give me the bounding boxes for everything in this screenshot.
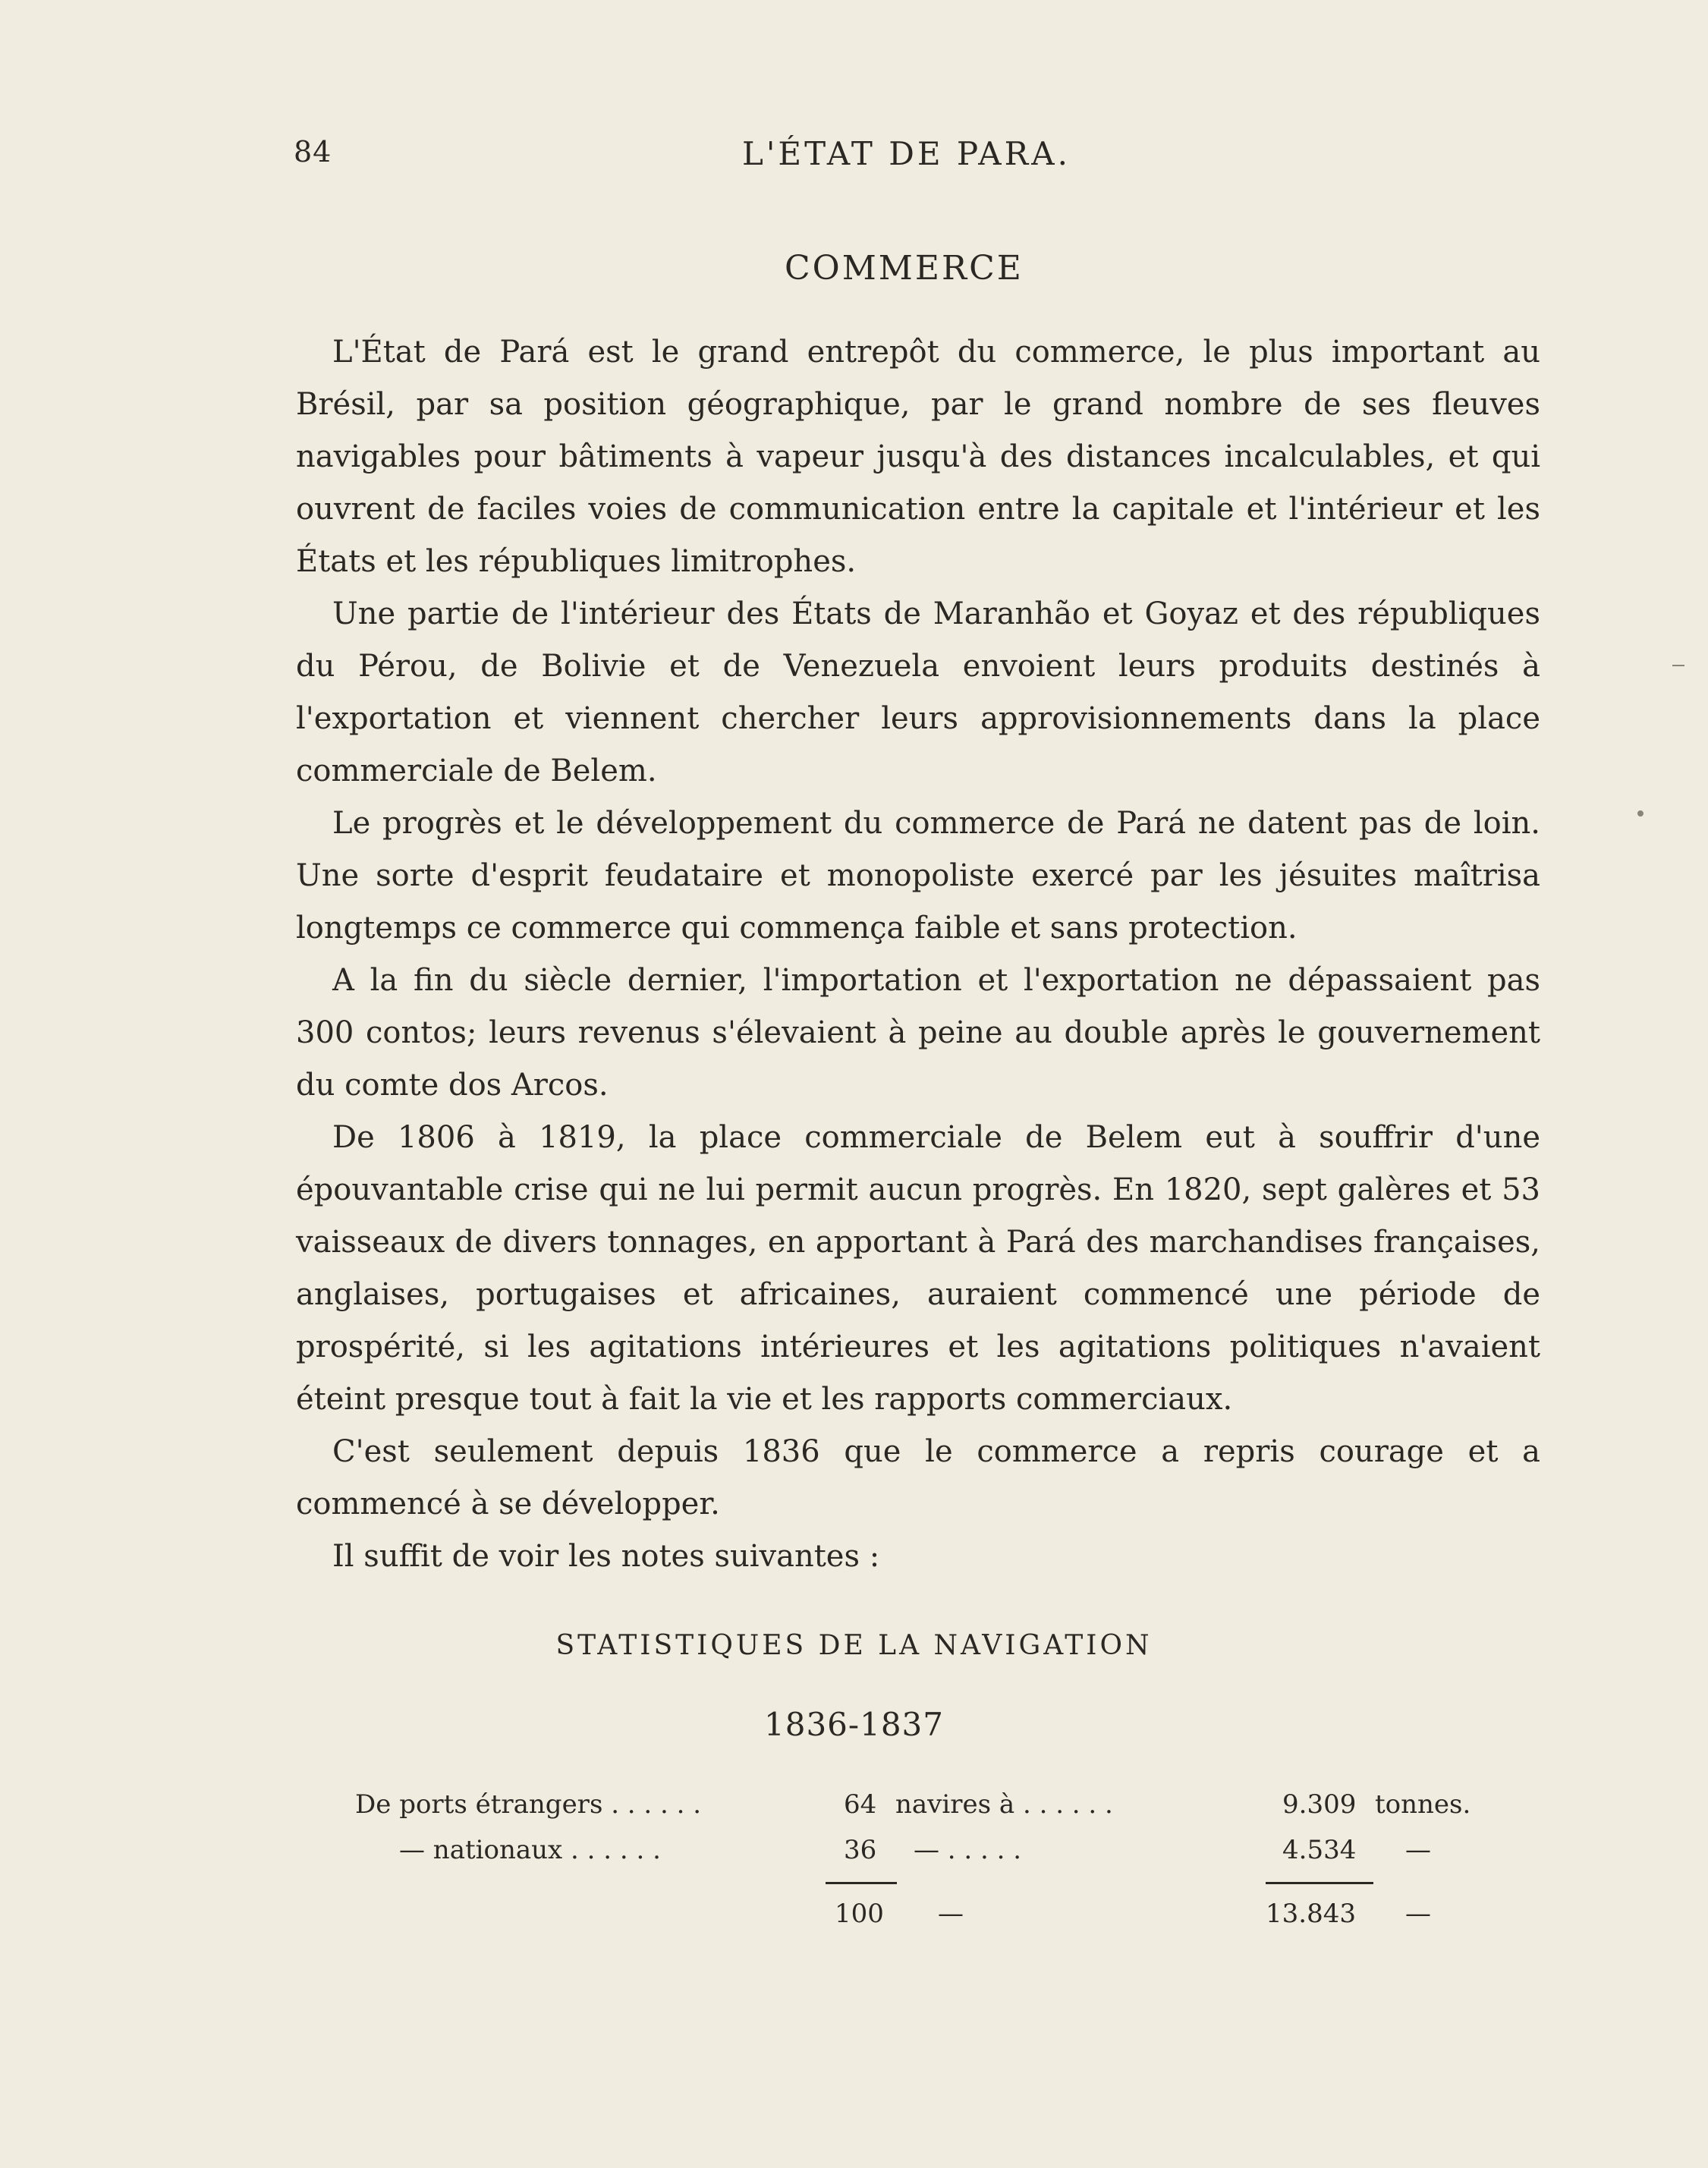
sum-rule <box>826 1882 897 1884</box>
paragraph: Il suffit de voir les notes suivantes : <box>332 1539 880 1574</box>
total-tonnage: 13.843 <box>1266 1899 1356 1929</box>
sum-rule <box>1266 1882 1373 1884</box>
running-title: L'ÉTAT DE PARA. <box>742 135 1071 172</box>
margin-mark <box>1672 665 1684 666</box>
total-count: 100 <box>835 1899 884 1929</box>
paragraph: L'État de Pará est le grand entrepôt du commerce, le plus important au Brésil, par sa position géographique, par le grand nombre de ses fleuves navigables pour bâtiments à vapeur jusqu'à des distances incalculables, et qui ouvrent de faciles voies de communication entre la capitale et l'intérieur et les États et les républiques limitrophes. <box>296 335 1540 579</box>
statistics-row <box>0 1835 1708 1873</box>
row-tonnage: 4.534 <box>1282 1835 1357 1865</box>
row-unit: — . . . . . <box>914 1835 1022 1865</box>
paragraph: De 1806 à 1819, la place commerciale de Belem eut à souffrir d'une épouvantable crise qui ne lui permit aucun progrès. En 1820, sept galères et 53 vaisseaux de divers tonnages, en apportant à Pará des marchandises françaises, anglaises, portugaises et africaines, auraient commencé une période de prospérité, si les agitations intérieures et les agitations politiques n'avaient éteint presque tout à fait la vie et les rapports commerciaux. <box>296 1120 1540 1417</box>
row-unit: navires à . . . . . . <box>895 1789 1113 1820</box>
row-count: 64 <box>844 1789 877 1820</box>
row-count: 36 <box>844 1835 877 1865</box>
body-text <box>296 326 1540 1583</box>
statistics-total-row <box>0 1899 1708 1937</box>
statistics-years: 1836-1837 <box>764 1706 944 1743</box>
statistics-title: STATISTIQUES DE LA NAVIGATION <box>555 1630 1153 1661</box>
row-tonnage-unit: tonnes. <box>1375 1789 1471 1820</box>
page-number: 84 <box>294 135 332 168</box>
paragraph: Une partie de l'intérieur des États de Maranhão et Goyaz et des républiques du Pérou, de Bolivie et de Venezuela envoient leurs produits destinés à l'exportation et viennent chercher leurs approvisionnements dans la place commerciale de Belem. <box>296 596 1540 788</box>
row-tonnage-unit: — <box>1405 1835 1431 1865</box>
total-tonnage-unit: — <box>1405 1899 1431 1929</box>
paragraph: A la fin du siècle dernier, l'importation et l'exportation ne dépassaient pas 300 contos; leurs revenus s'élevaient à peine au double après le gouvernement du comte dos Arcos. <box>296 963 1540 1103</box>
paragraph: C'est seulement depuis 1836 que le commerce a repris courage et a commencé à se développer. <box>296 1434 1540 1521</box>
total-unit: — <box>938 1899 964 1929</box>
margin-dot <box>1637 810 1644 817</box>
paragraph: Le progrès et le développement du commerce de Pará ne datent pas de loin. Une sorte d'esprit feudataire et monopoliste exercé par les jésuites maîtrisa longtemps ce commerce qui commença faible et sans protection. <box>296 806 1540 946</box>
section-title: COMMERCE <box>785 249 1024 288</box>
row-label: De ports étrangers . . . . . . <box>355 1789 702 1820</box>
statistics-row <box>0 1789 1708 1827</box>
row-tonnage: 9.309 <box>1282 1789 1357 1820</box>
row-label: — nationaux . . . . . . <box>399 1835 661 1865</box>
